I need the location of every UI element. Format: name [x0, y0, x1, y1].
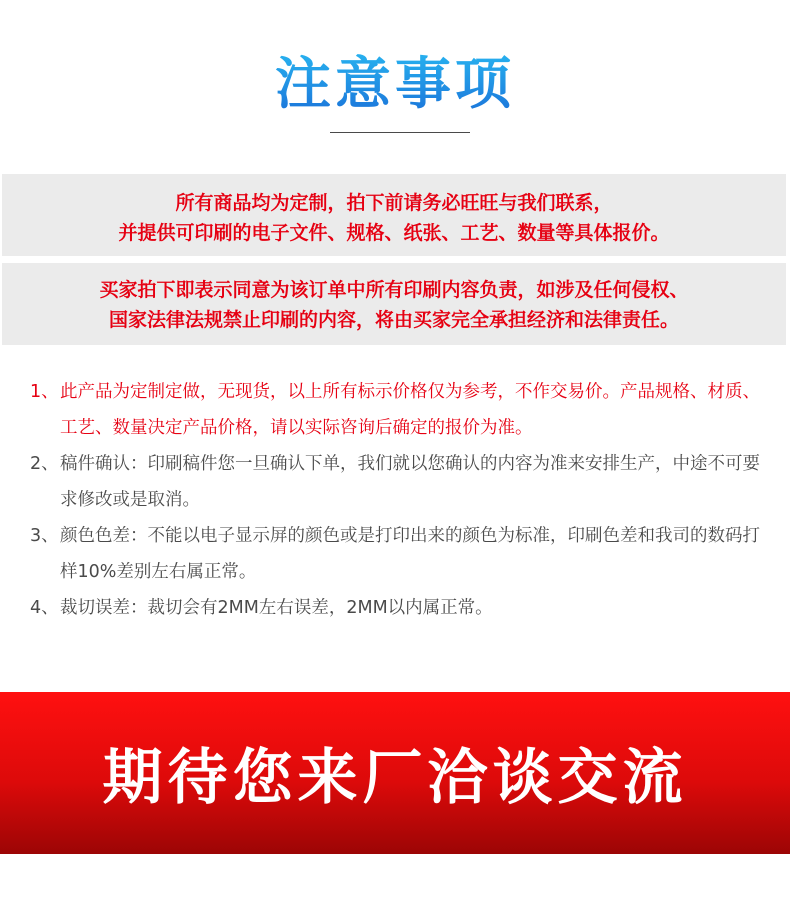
term-number: 4、 — [30, 598, 59, 618]
term-text: 稿件确认：印刷稿件您一旦确认下单，我们就以您确认的内容为准来安排生产，中途不可要求修改或是取消。 — [60, 454, 760, 510]
page-title: 注意事项 — [0, 50, 790, 120]
term-text: 此产品为定制定做，无现货，以上所有标示价格仅为参考，不作交易价。产品规格、材质、工艺、数量决定产品价格，请以实际咨询后确定的报价为准。 — [60, 382, 760, 438]
notice-box-custom-order — [2, 174, 786, 256]
term-text: 颜色色差：不能以电子显示屏的颜色或是打印出来的颜色为标准，印刷色差和我司的数码打样10%差别左右属正常。 — [60, 526, 760, 582]
term-item-cutting-error — [30, 590, 770, 626]
notice-line: 国家法律法规禁止印刷的内容，将由买家完全承担经济和法律责任。 — [108, 309, 679, 331]
term-number: 1、 — [30, 382, 59, 402]
terms-list — [30, 374, 770, 626]
notice-line: 所有商品均为定制，拍下前请务必旺旺与我们联系， — [175, 192, 613, 214]
title-underline — [330, 132, 470, 133]
term-item-confirmation — [30, 446, 770, 518]
term-number: 3、 — [30, 526, 59, 546]
notice-line: 买家拍下即表示同意为该订单中所有印刷内容负责，如涉及任何侵权、 — [99, 279, 689, 301]
banner-text: 期待您来厂洽谈交流 — [102, 743, 688, 813]
notice-line: 并提供可印刷的电子文件、规格、纸张、工艺、数量等具体报价。 — [118, 222, 670, 244]
term-text: 裁切误差：裁切会有2MM左右误差，2MM以内属正常。 — [60, 598, 493, 618]
term-item-color-difference — [30, 518, 770, 590]
term-item-pricing — [30, 374, 770, 446]
term-number: 2、 — [30, 454, 59, 474]
invitation-banner — [0, 692, 790, 854]
notice-box-liability — [2, 263, 786, 345]
